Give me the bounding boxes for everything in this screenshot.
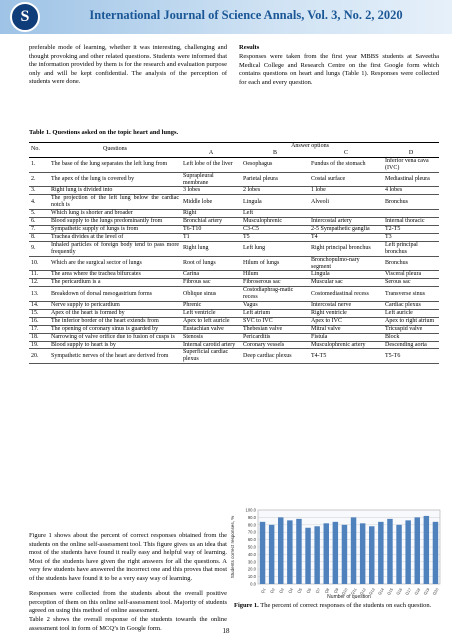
- option-c: Musculophrenic artery: [309, 341, 383, 349]
- y-tick-label: 30.0: [247, 559, 256, 565]
- option-d: T3: [383, 233, 439, 241]
- x-tick-label: Q1: [260, 587, 267, 595]
- question-number: 15.: [29, 309, 49, 317]
- question-number: 4.: [29, 195, 49, 210]
- question-number: 9.: [29, 241, 49, 256]
- page-number: 18: [222, 627, 230, 635]
- question-number: 1.: [29, 157, 49, 172]
- x-tick-label: Q8: [324, 587, 331, 595]
- question-number: 11.: [29, 271, 49, 279]
- option-d: Block: [383, 333, 439, 341]
- table-row: [29, 233, 439, 241]
- table-row: [29, 279, 439, 287]
- option-a: Suprapleural membrane: [181, 172, 241, 187]
- header-option-a: A: [181, 150, 241, 157]
- intro-paragraph: preferable mode of learning, whether it was interesting, challenging and thought provoking and other related questions. Students were informed that the information provided by them is for the research and evaluation purpose only and will be kept confidential. The analysis of the perception of students were done.: [29, 44, 227, 85]
- option-b: 2 lobes: [241, 187, 309, 195]
- question-text: Sympathetic supply of lungs is from: [49, 225, 181, 233]
- question-number: 5.: [29, 210, 49, 218]
- question-number: 17.: [29, 325, 49, 333]
- option-a: Eustachian valve: [181, 325, 241, 333]
- y-tick-label: 50.0: [247, 544, 256, 550]
- option-b: Pericarditis: [241, 333, 309, 341]
- option-b: Thebesian valve: [241, 325, 309, 333]
- bar: [305, 528, 310, 584]
- option-a: Left lobe of the liver: [181, 157, 241, 172]
- option-a: Left ventricle: [181, 309, 241, 317]
- option-a: Right: [181, 210, 241, 218]
- option-d: Descending aorta: [383, 341, 439, 349]
- option-c: Right principal bronchus: [309, 241, 383, 256]
- option-d: Visceral pleura: [383, 271, 439, 279]
- table-row: [29, 195, 439, 210]
- option-a: Apex to left auricle: [181, 317, 241, 325]
- header-questions: Questions: [49, 143, 181, 158]
- question-text: Narrowing of valve orifice due to fusion of cusps is: [49, 333, 181, 341]
- table-row: [29, 218, 439, 226]
- journal-header: [0, 0, 452, 34]
- bar: [314, 526, 319, 584]
- x-tick-label: Q2: [269, 587, 276, 595]
- option-b: Hilum of lungs: [241, 256, 309, 271]
- option-b: Oesophagus: [241, 157, 309, 172]
- option-b: SVC to IVC: [241, 317, 309, 325]
- option-d: Left principal bronchus: [383, 241, 439, 256]
- option-d: Apex to right atrium: [383, 317, 439, 325]
- option-d: [383, 210, 439, 218]
- option-c: Bronchopulmo-nary segment: [309, 256, 383, 271]
- question-text: The apex of the lung is covered by: [49, 172, 181, 187]
- x-tick-label: Q5: [296, 587, 304, 595]
- option-c: Right ventricle: [309, 309, 383, 317]
- y-tick-label: 10.0: [247, 574, 256, 580]
- option-b: Vagus: [241, 302, 309, 310]
- option-a: Right lung: [181, 241, 241, 256]
- option-c: Apex to IVC: [309, 317, 383, 325]
- results-heading: Results: [239, 44, 260, 51]
- question-number: 20.: [29, 349, 49, 364]
- option-a: Superficial cardiac plexus: [181, 349, 241, 364]
- table-row: [29, 341, 439, 349]
- header-option-c: C: [309, 150, 383, 157]
- header-no: No.: [29, 143, 49, 158]
- option-d: Tricuspid valve: [383, 325, 439, 333]
- y-tick-label: 40.0: [247, 551, 256, 557]
- table-row: [29, 325, 439, 333]
- question-text: Blood supply to heart is by: [49, 341, 181, 349]
- question-text: The pericardium is a: [49, 279, 181, 287]
- table2-paragraph: Table 2 shows the overall response of the students towards the online assessment tool in form of MCQ’s in Google form.: [29, 616, 227, 632]
- x-tick-label: Q6: [305, 587, 313, 595]
- x-tick-label: Q16: [395, 587, 404, 596]
- correct-responses-chart: [228, 506, 444, 600]
- table-row: [29, 302, 439, 310]
- table-row: [29, 271, 439, 279]
- bar: [405, 520, 410, 584]
- option-c: T4: [309, 233, 383, 241]
- option-c: Muscular sac: [309, 279, 383, 287]
- bar: [378, 522, 383, 584]
- table-row: [29, 157, 439, 172]
- option-c: Lingula: [309, 271, 383, 279]
- option-b: Coronary vessels: [241, 341, 309, 349]
- bar: [360, 523, 365, 584]
- option-a: Stenosis: [181, 333, 241, 341]
- bar: [424, 516, 429, 584]
- question-text: Trachea divides at the level of: [49, 233, 181, 241]
- option-c: Intercostal nerve: [309, 302, 383, 310]
- question-number: 3.: [29, 187, 49, 195]
- x-tick-label: Q19: [423, 587, 431, 596]
- option-a: Root of lungs: [181, 256, 241, 271]
- bar: [278, 517, 283, 584]
- question-number: 13.: [29, 287, 49, 302]
- table-header-row: [29, 143, 439, 150]
- question-text: Which are the surgical sector of lungs: [49, 256, 181, 271]
- question-text: Sympathetic nerves of the heart are derived from: [49, 349, 181, 364]
- figure-discussion-paragraph: Figure 1 shows about the percent of correct responses obtained from the students on the online self-assessment tool. This figure gives us an idea that most of the students have found it really easy and helpful way of learning. Most of the students have given the right answers for all the questions. A very few students have answered the incorrect one and this proves that most of the students have found it to be a very easy way of learning.: [29, 532, 227, 582]
- table-row: [29, 256, 439, 271]
- bar: [387, 519, 392, 584]
- bar: [333, 522, 338, 584]
- figure-caption: [234, 602, 444, 611]
- x-tick-label: Q18: [413, 587, 422, 596]
- bar: [324, 523, 329, 584]
- table-row: [29, 309, 439, 317]
- question-text: Right lung is divided into: [49, 187, 181, 195]
- x-tick-label: Q15: [386, 587, 395, 596]
- journal-title: International Journal of Science Annals, Vol. 3, No. 2, 2020: [89, 8, 403, 22]
- x-tick-label: Q13: [368, 587, 376, 596]
- table-row: [29, 333, 439, 341]
- question-number: 2.: [29, 172, 49, 187]
- option-c: 1 lobe: [309, 187, 383, 195]
- table-row: [29, 172, 439, 187]
- option-c: [309, 210, 383, 218]
- option-c: 2-5 Sympathetic ganglia: [309, 225, 383, 233]
- bar: [260, 522, 265, 584]
- question-number: 12.: [29, 279, 49, 287]
- option-c: T4-T5: [309, 349, 383, 364]
- option-d: T5-T6: [383, 349, 439, 364]
- x-axis-label: Number of question: [327, 594, 371, 600]
- option-b: Left atrium: [241, 309, 309, 317]
- question-number: 6.: [29, 218, 49, 226]
- question-text: Inhaled particles of foreign body tend to pass more frequently: [51, 241, 179, 255]
- results-paragraph: Responses were taken from the first year MBBS students at Saveetha Medical College and Research Centre on the first Google form which contains questions on heart and lungs (Table 1). Responses were collected for each and every question.: [239, 53, 439, 86]
- question-text: The inferior border of the heart extends from: [49, 317, 181, 325]
- x-tick-label: Q12: [359, 587, 367, 596]
- question-number: 16.: [29, 317, 49, 325]
- table-row: [29, 187, 439, 195]
- table-row: [29, 225, 439, 233]
- option-a: Fibrous sac: [181, 279, 241, 287]
- table-caption: Table 1. Questions asked on the topic heart and lungs.: [29, 129, 179, 136]
- table-row: [29, 349, 439, 364]
- table-row: [29, 210, 439, 218]
- y-axis-label: Students correct responses, %: [230, 515, 235, 579]
- bar: [269, 525, 274, 584]
- option-a: Internal carotid artery: [181, 341, 241, 349]
- option-b: Deep cardiac plexus: [241, 349, 309, 364]
- option-b: Hilum: [241, 271, 309, 279]
- x-tick-label: Q7: [315, 587, 322, 595]
- y-tick-label: 90.0: [247, 514, 256, 520]
- header-answer-options: Answer options: [181, 143, 439, 150]
- y-tick-label: 60.0: [247, 537, 256, 543]
- table-row: [29, 287, 439, 302]
- bar: [369, 526, 374, 584]
- x-tick-label: Q10: [341, 587, 349, 596]
- bar: [396, 525, 401, 584]
- option-d: Cardiac plexus: [383, 302, 439, 310]
- question-text: The base of the lung separates the left lung from: [49, 157, 181, 172]
- table-row: [29, 317, 439, 325]
- option-d: Left auricle: [383, 309, 439, 317]
- x-tick-label: Q14: [377, 587, 385, 596]
- x-tick-label: Q11: [350, 587, 358, 596]
- question-number: 8.: [29, 233, 49, 241]
- bar: [433, 522, 438, 584]
- option-c: Costal surface: [309, 172, 383, 187]
- question-text: Breakdown of dorsal mesogastrium forms: [49, 287, 181, 302]
- question-number: 19.: [29, 341, 49, 349]
- option-a: Phrenic: [181, 302, 241, 310]
- table-row: [29, 241, 439, 256]
- y-tick-label: 0.0: [250, 581, 256, 587]
- x-tick-label: Q4: [287, 587, 294, 595]
- option-d: Serous sac: [383, 279, 439, 287]
- option-d: Internal thoracic: [383, 218, 439, 226]
- question-text: The projection of the left lung below the cardiac notch is: [51, 195, 179, 209]
- option-a: T6-T10: [181, 225, 241, 233]
- option-b: Left lung: [241, 241, 309, 256]
- option-d: Inferior vena cava (IVC): [383, 157, 439, 172]
- bar: [415, 517, 420, 584]
- question-text: Blood supply to the lungs predominantly from: [49, 218, 181, 226]
- figure-caption-label: Figure 1.: [234, 602, 259, 609]
- option-c: Fistula: [309, 333, 383, 341]
- option-b: C3-C5: [241, 225, 309, 233]
- figure-caption-text: The percent of correct responses of the students on each question.: [258, 602, 432, 609]
- questions-table: [29, 142, 439, 364]
- x-tick-label: Q20: [432, 587, 440, 596]
- option-c: Mitral valve: [309, 325, 383, 333]
- x-tick-label: Q17: [404, 587, 413, 596]
- question-text: Apex of the heart is formed by: [49, 309, 181, 317]
- journal-logo: S: [10, 2, 40, 32]
- option-b: Costodiaphrag-matic recess: [241, 287, 309, 302]
- header-option-d: D: [383, 150, 439, 157]
- option-d: Transverse sinus: [383, 287, 439, 302]
- option-a: T1: [181, 233, 241, 241]
- y-tick-label: 20.0: [247, 566, 256, 572]
- question-text: Nerve supply to pericardium: [49, 302, 181, 310]
- bar: [296, 519, 301, 584]
- option-a: 3 lobes: [181, 187, 241, 195]
- option-c: Intercostal artery: [309, 218, 383, 226]
- x-tick-label: Q9: [333, 587, 340, 595]
- option-d: T2-T5: [383, 225, 439, 233]
- option-c: Costomediastinal recess: [309, 287, 383, 302]
- option-b: Left: [241, 210, 309, 218]
- bar: [342, 525, 347, 584]
- bar: [351, 517, 356, 584]
- question-number: 10.: [29, 256, 49, 271]
- header-option-b: B: [241, 150, 309, 157]
- option-d: Bronchus: [383, 195, 439, 210]
- question-number: 7.: [29, 225, 49, 233]
- option-c: Alveoli: [309, 195, 383, 210]
- y-tick-label: 100.0: [245, 507, 256, 513]
- question-text: Which lung is shorter and broader: [49, 210, 181, 218]
- option-d: Mediastinal pleura: [383, 172, 439, 187]
- option-b: Lingula: [241, 195, 309, 210]
- y-tick-label: 80.0: [247, 522, 256, 528]
- option-b: Parietal pleura: [241, 172, 309, 187]
- option-a: Oblique sinus: [181, 287, 241, 302]
- option-a: Bronchial artery: [181, 218, 241, 226]
- question-number: 14.: [29, 302, 49, 310]
- option-d: Bronchus: [383, 256, 439, 271]
- bar: [287, 520, 292, 584]
- option-b: Fibroserous sac: [241, 279, 309, 287]
- question-number: 18.: [29, 333, 49, 341]
- x-tick-label: Q3: [278, 587, 285, 595]
- option-b: T5: [241, 233, 309, 241]
- question-text: The area where the trachea bifurcates: [49, 271, 181, 279]
- y-tick-label: 70.0: [247, 529, 256, 535]
- perception-paragraph: Responses were collected from the students about the overall positive perception of them on this online self-assessment tool. Majority of students agreed on using this method of online assessment.: [29, 590, 227, 614]
- option-d: 4 lobes: [383, 187, 439, 195]
- option-a: Middle lobe: [181, 195, 241, 210]
- option-a: Carina: [181, 271, 241, 279]
- option-c: Fundus of the stomach: [309, 157, 383, 172]
- question-text: The opening of coronary sinus is guarded by: [49, 325, 181, 333]
- questions-table-body: [29, 143, 439, 364]
- option-b: Musculophrenic: [241, 218, 309, 226]
